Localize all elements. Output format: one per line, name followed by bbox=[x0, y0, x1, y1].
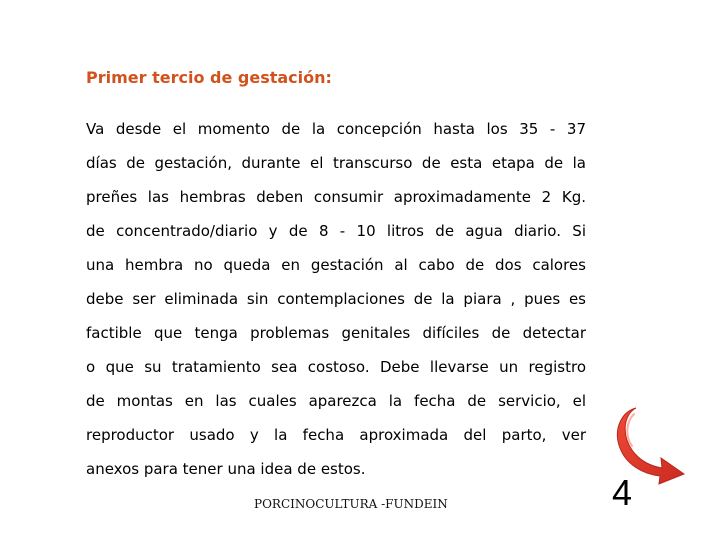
body-line: días de gestación, durante el transcurso de esta etapa de la bbox=[86, 154, 586, 172]
footer-text: PORCINOCULTURA -FUNDEIN bbox=[254, 497, 448, 511]
body-line: reproductor usado y la fecha aproximada del parto, ver bbox=[86, 426, 586, 444]
body-line: preñes las hembras deben consumir aproximadamente 2 Kg. bbox=[86, 188, 586, 206]
body-line: de montas en las cuales aparezca la fecha de servicio, el bbox=[86, 392, 586, 410]
section-heading: Primer tercio de gestación: bbox=[86, 68, 332, 87]
body-line: debe ser eliminada sin contemplaciones de la piara , pues es bbox=[86, 290, 586, 308]
page-number: 4 bbox=[612, 472, 633, 513]
body-line: factible que tenga problemas genitales difíciles de detectar bbox=[86, 324, 586, 342]
body-line: anexos para tener una idea de estos. bbox=[86, 460, 366, 478]
body-line: una hembra no queda en gestación al cabo de dos calores bbox=[86, 256, 586, 274]
body-line: de concentrado/diario y de 8 - 10 litros de agua diario. Si bbox=[86, 222, 586, 240]
body-line: Va desde el momento de la concepción hasta los 35 - 37 bbox=[86, 120, 586, 138]
body-line: o que su tratamiento sea costoso. Debe llevarse un registro bbox=[86, 358, 586, 376]
body-text bbox=[86, 112, 586, 486]
